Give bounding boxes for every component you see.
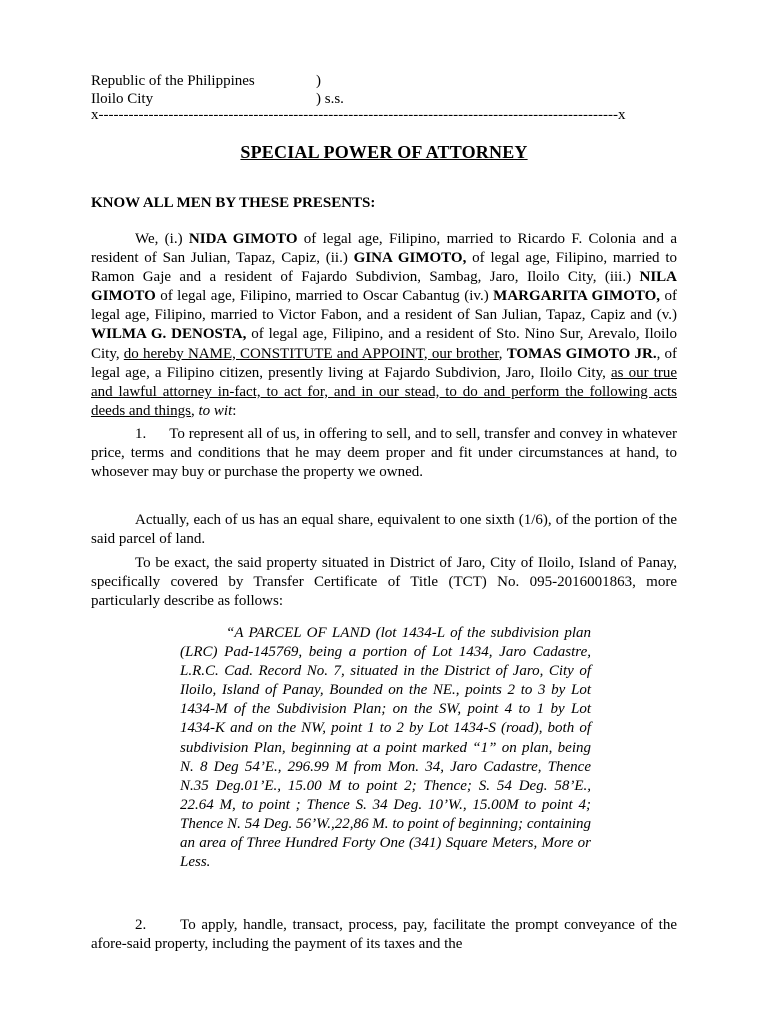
intro-text: of legal age, Filipino, married to Ricardo F. Colonia and a resident of San Julian, Tapaz, Capiz, (ii.) [91,231,677,267]
intro-text: , [190,402,199,419]
intro-text: of legal age, Filipino, and a resident of Sto. Nino Sur, Arevalo, Iloilo City, [91,326,678,362]
venue-block [91,72,344,108]
intro-text: , of legal age, a Filipino citizen, presently living at Fajardo Subdivion, Jaro, Iloilo City, [91,345,678,381]
principal-name: WILMA G. DENOSTA, [91,326,247,343]
venue-paren: ) [316,73,321,89]
intro-text: of legal age, Filipino, married to Victor Fabon, and a resident of San Julian, Tapaz, Capiz and (v.) [91,288,678,324]
intro-text: , [498,345,507,362]
venue-line-republic [91,72,321,90]
authority-clause: as our true and lawful attorney in-fact, to act for, and in our stead, to do and perform the following acts deeds and things [91,364,678,419]
paragraph-item-2: 2. To apply, handle, transact, process, pay, facilitate the prompt conveyance of the afore-said property, including the payment of its taxes and the [91,917,677,953]
property-description-quote: “A PARCEL OF LAND (lot 1434-L of the subdivision plan (LRC) Pad-145769, being a portion of Lot 1434, Jaro Cadastre, L.R.C. Cad. Record No. 7, situated in the District of Jaro, City of Iloilo, Island of Panay, Bounded on the NE., points 2 to 3 by Lot 1434-M of the Subdivision Plan; on the SW, point 4 to 1 by Lot 1434-K and on the NW, point 1 to 2 by Lot 1434-S (road), both of subdivision Plan, beginning at a point marked “1” on plan, being N. 8 Deg 54’E., 296.99 M from Mon. 34, Jaro Cadastre, Thence N.35 Deg.01’E., 15.00 M to point 2; Thence; S. 54 Deg. 58’E., 22.64 M, to point ; Thence S. 34 Deg. 10’W., 15.00M to point 4; Thence N. 54 Deg. 56’W.,22,86 M. to point of beginning; containing an area of Three Hundred Forty One (341) Square Meters, More or Less. [180,625,591,871]
principal-name: MARGARITA GIMOTO, [493,288,661,305]
principal-name: GINA GIMOTO, [353,250,467,267]
intro-text: We, (i.) [135,231,189,247]
intro-text: of legal age, Filipino, married to Ramon Gaje and a resident of Fajardo Subdivion, Sambag, Jaro, Iloilo City, (iii.) [91,250,678,286]
principal-name: NILA GIMOTO [91,269,677,305]
to-wit: to wit [198,402,233,419]
appointment-clause: do hereby NAME, CONSTITUTE and APPOINT, our brother [123,345,499,362]
intro-paragraph [91,230,677,421]
paragraph-item-1: 1. To represent all of us, in offering to sell, and to sell, transfer and convey in whatever price, terms and conditions that he may deem proper and fit under circumstances at hand, to whosever may buy or purchase the property we owned. [91,426,677,481]
venue-country: Republic of the Philippines [91,73,255,89]
document-title: SPECIAL POWER OF ATTORNEY [240,142,528,162]
venue-city: Iloilo City [91,91,154,107]
attorney-name: TOMAS GIMOTO JR. [506,345,657,362]
intro-text: of legal age, Filipino, married to Oscar Cabantug (iv.) [155,288,494,305]
paragraph-property: To be exact, the said property situated in District of Jaro, City of Iloilo, Island of Panay, specifically covered by Transfer Certificate of Title (TCT) No. 095-2016001863, more particularly describe as follows: [91,555,677,610]
venue-separator: x--------------------------------------------------------------------------------------------------------x [91,107,626,123]
preamble-heading: KNOW ALL MEN BY THESE PRESENTS: [91,195,376,211]
paragraph-share: Actually, each of us has an equal share, equivalent to one sixth (1/6), of the portion of the said parcel of land. [91,512,677,548]
intro-text: : [232,402,237,419]
principal-name: NIDA GIMOTO [188,231,298,247]
venue-ss: ) s.s. [316,91,344,107]
